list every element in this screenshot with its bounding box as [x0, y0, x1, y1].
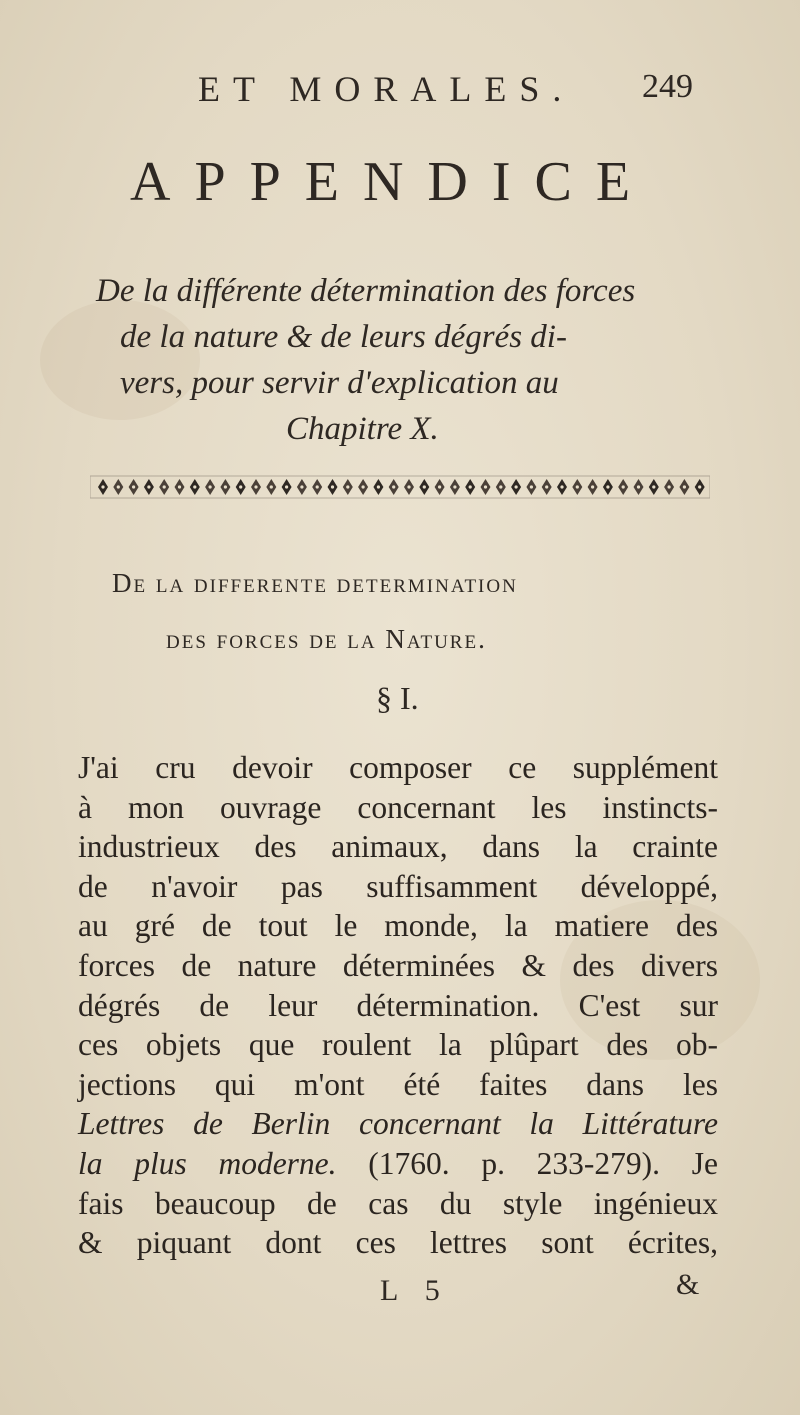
section-title: [112, 555, 712, 667]
section-title-line: des forces de la Nature.: [166, 624, 487, 654]
italic-title: Lettres de Berlin concernant la Littérature: [78, 1106, 718, 1142]
subtitle-line: de la nature & de leurs dégrés di-: [120, 319, 567, 355]
ornament-band: [90, 470, 710, 504]
ornament-dot: [132, 485, 135, 488]
body-line: au gré de tout le monde, la matiere des: [78, 908, 718, 944]
page-number: 249: [642, 68, 693, 105]
body-line: J'ai cru devoir composer ce supplément: [78, 750, 718, 785]
catchword: &: [676, 1268, 700, 1301]
ornament-dot: [469, 485, 472, 488]
body-line: fais beaucoup de cas du style ingénieux: [78, 1185, 718, 1221]
body-text: [78, 748, 718, 1263]
subtitle-line: vers, pour servir d'explication au: [120, 365, 559, 401]
running-head: ET MORALES.: [198, 69, 575, 109]
ornament-dot: [515, 485, 518, 488]
body-line: dégrés de leur détermination. C'est sur: [78, 987, 718, 1023]
ornament-dot: [316, 485, 319, 488]
ornament-dot: [407, 485, 410, 488]
ornament-dot: [591, 485, 594, 488]
ornament-dot: [576, 485, 579, 488]
body-line: de n'avoir pas suffisamment développé,: [78, 868, 718, 904]
body-line: & piquant dont ces lettres sont écrites,: [78, 1225, 718, 1261]
ornament-dot: [300, 485, 303, 488]
ornament-dot: [530, 485, 533, 488]
ornament-dot: [622, 485, 625, 488]
ornament-dot: [178, 485, 181, 488]
ornament-dot: [438, 485, 441, 488]
ornament-dot: [392, 485, 395, 488]
ornament-dot: [560, 485, 563, 488]
ornament-dot: [362, 485, 365, 488]
subtitle: [96, 268, 736, 452]
ornament-dot: [254, 485, 257, 488]
ornament-dot: [377, 485, 380, 488]
citation: (1760. p. 233-279). Je: [336, 1145, 718, 1181]
ornament-dot: [239, 485, 242, 488]
body-line: industrieux des animaux, dans la crainte: [78, 829, 718, 865]
ornament-dot: [270, 485, 273, 488]
section-mark: § I.: [376, 680, 419, 716]
signature-mark: L 5: [380, 1274, 450, 1307]
ornament-dot: [193, 485, 196, 488]
ornament-dot: [499, 485, 502, 488]
ornament-dot: [637, 485, 640, 488]
body-line: jections qui m'ont été faites dans les: [78, 1066, 718, 1102]
ornament-dot: [683, 485, 686, 488]
ornament-dot: [484, 485, 487, 488]
ornament-dot: [163, 485, 166, 488]
ornament-dot: [101, 485, 104, 488]
ornament-dot: [346, 485, 349, 488]
italic-title-cont: la plus moderne.: [78, 1145, 337, 1181]
ornament-dot: [224, 485, 227, 488]
body-line: à mon ouvrage concernant les instincts-: [78, 789, 718, 825]
ornament-dot: [545, 485, 548, 488]
body-line-italic: [78, 1104, 718, 1144]
ornament-dot: [117, 485, 120, 488]
ornament-motifs: [98, 479, 705, 495]
ornament-dot: [453, 485, 456, 488]
body-line: ces objets que roulent la plûpart des ob-: [78, 1027, 718, 1063]
ornament-dot: [606, 485, 609, 488]
ornament-dot: [147, 485, 150, 488]
ornament-dot: [423, 485, 426, 488]
body-line: [78, 1144, 718, 1184]
section-title-line: De la differente determination: [112, 568, 518, 598]
ornament-dot: [652, 485, 655, 488]
ornament-dot: [209, 485, 212, 488]
ornament-dot: [285, 485, 288, 488]
ornament-dot: [698, 485, 701, 488]
heading: APPENDICE: [130, 151, 655, 213]
body-line: forces de nature déterminées & des divers: [78, 947, 718, 983]
subtitle-line: Chapitre X.: [286, 411, 439, 447]
ornament-dot: [331, 485, 334, 488]
ornament-dot: [668, 485, 671, 488]
subtitle-line: De la différente détermination des forces: [96, 273, 636, 309]
